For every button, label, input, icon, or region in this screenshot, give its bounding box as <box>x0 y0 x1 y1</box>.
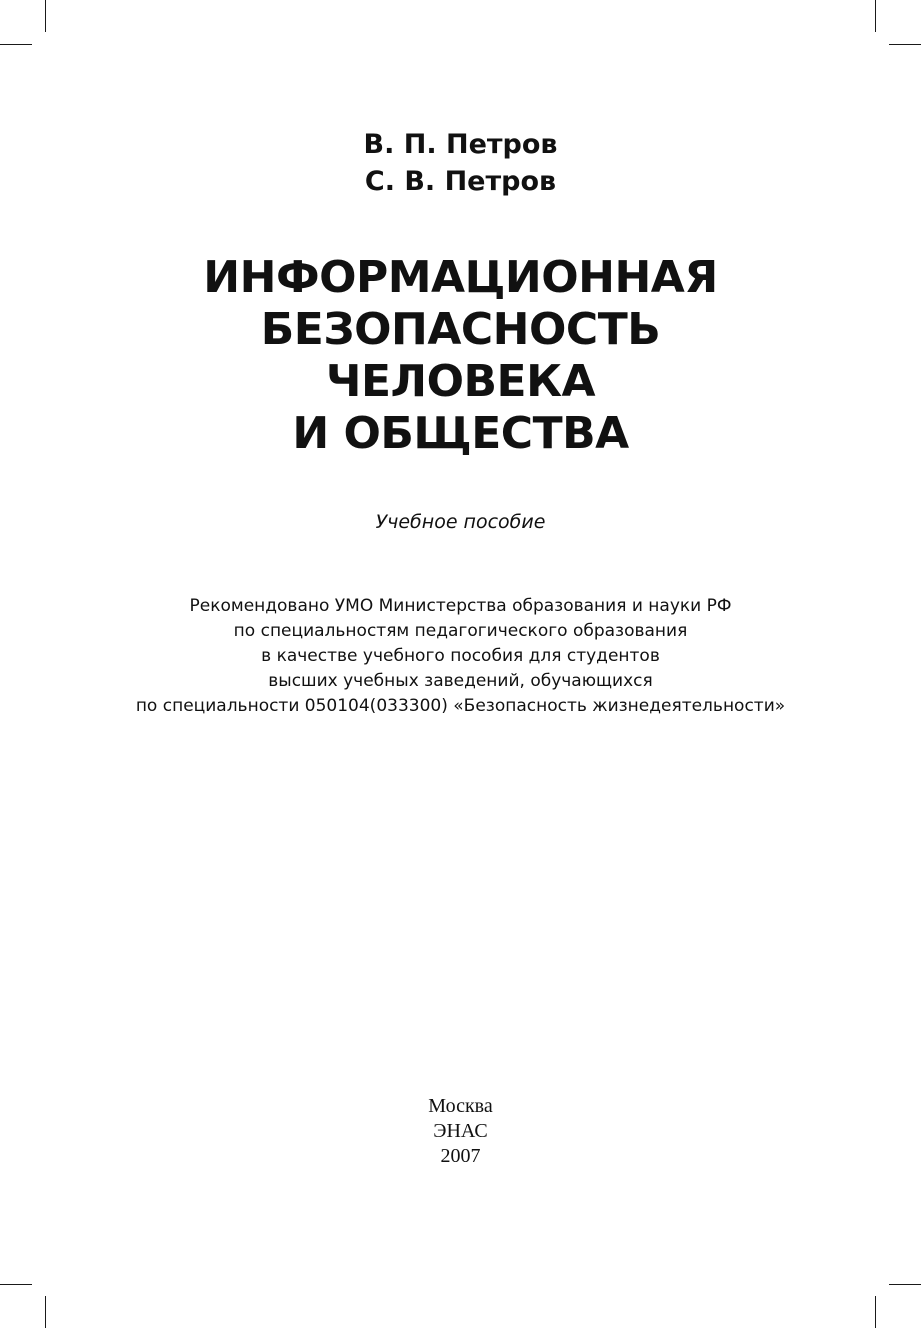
authors <box>0 126 921 200</box>
recommendation-line: Рекомендовано УМО Министерства образования и науки РФ <box>189 596 732 616</box>
recommendation-note <box>0 594 921 719</box>
crop-mark-top-right-horizontal <box>889 44 921 45</box>
crop-mark-bottom-left-vertical <box>45 1296 46 1328</box>
imprint-year: 2007 <box>440 1145 481 1167</box>
author-name: С. В. Петров <box>364 166 557 197</box>
subtitle: Учебное пособие <box>375 511 546 533</box>
recommendation-line: по специальностям педагогического образования <box>233 621 688 641</box>
title-line: БЕЗОПАСНОСТЬ <box>260 304 661 355</box>
crop-mark-bottom-right-vertical <box>875 1296 876 1328</box>
author-name: В. П. Петров <box>363 129 558 160</box>
recommendation-line: в качестве учебного пособия для студентов <box>261 646 660 666</box>
recommendation-line: высших учебных заведений, обучающихся <box>268 671 653 691</box>
crop-mark-bottom-right-horizontal <box>889 1284 921 1285</box>
crop-mark-top-left-vertical <box>45 0 46 32</box>
title-line: ЧЕЛОВЕКА <box>325 356 596 407</box>
crop-mark-bottom-left-horizontal <box>0 1284 32 1285</box>
imprint-publisher: ЭНАС <box>433 1120 488 1142</box>
title-line: ИНФОРМАЦИОННАЯ <box>203 252 718 303</box>
title-line: И ОБЩЕСТВА <box>292 408 629 459</box>
crop-mark-top-right-vertical <box>875 0 876 32</box>
imprint <box>0 1094 921 1169</box>
recommendation-line: по специальности 050104(033300) «Безопасность жизнедеятельности» <box>135 696 786 716</box>
crop-mark-top-left-horizontal <box>0 44 32 45</box>
book-title <box>0 252 921 460</box>
imprint-city: Москва <box>428 1095 493 1117</box>
